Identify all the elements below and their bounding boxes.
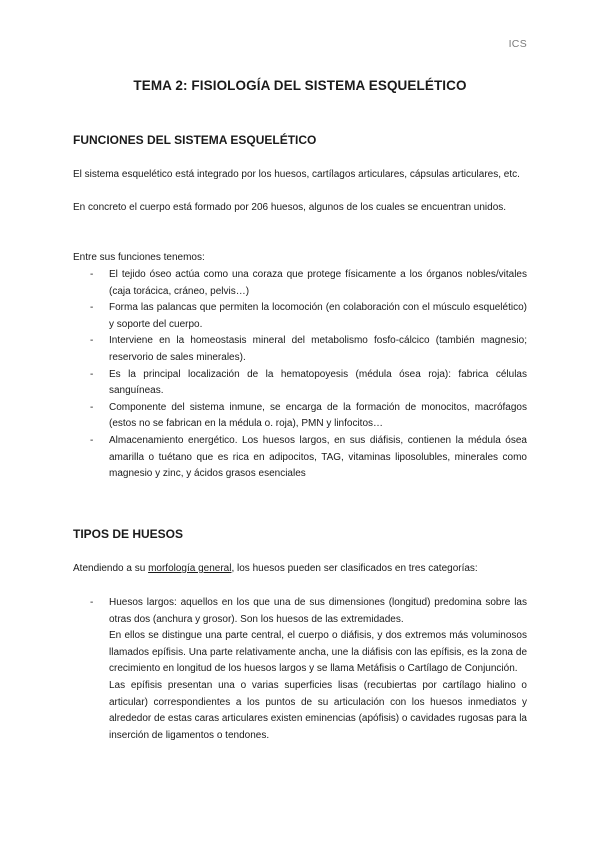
tipos-intro-end: , los huesos pueden ser clasificados en tres categorías: [231, 563, 478, 574]
list-item [73, 595, 527, 744]
tipos-intro-start: Atendiendo a su [73, 563, 149, 574]
list-item-text: El tejido óseo actúa como una coraza que protege físicamente a los órganos nobles/vitales (caja torácica, cráneo, pelvis…) [109, 269, 527, 297]
list-item [73, 267, 527, 300]
list-item-text: Forma las palancas que permiten la locomoción (en colaboración con el músculo esquelético) y soporte del cuerpo. [109, 302, 527, 330]
huesos-largos-epifisis: Las epífisis presentan una o varias superficies lisas (recubiertas por cartílago hialino o articular) correspondientes a los puntos de su articulación con los huesos inmediatos y alrededor de estas caras articulares existen eminencias (apófisis) o cavidades rugosas para la inserción de ligamentos o tendones. [109, 679, 527, 741]
dash-marker: - [90, 302, 94, 314]
page-title: TEMA 2: FISIOLOGÍA DEL SISTEMA ESQUELÉTICO [133, 78, 467, 93]
dash-marker: - [90, 434, 94, 446]
dash-marker: - [90, 335, 94, 347]
list-item [73, 433, 527, 483]
tipos-intro-underlined: morfología general [148, 563, 232, 574]
huesos-largos-parts: En ellos se distingue una parte central, el cuerpo o diáfisis, y dos extremos más voluminosos llamados epífisis. Una parte relativamente ancha, une la diáfisis con las epífisis, es la zona de crecimiento en longitud de los huesos largos y se llama Metáfisis o Cartílago de Conjunción. [109, 630, 527, 675]
section-heading-tipos: TIPOS DE HUESOS [73, 527, 184, 541]
functions-list [73, 267, 527, 483]
list-item-text: Interviene en la homeostasis mineral del metabolismo fosfo-cálcico (también magnesio; reservorio de sales minerales). [109, 335, 527, 363]
list-item [73, 300, 527, 333]
tipos-intro [73, 561, 527, 578]
paragraph-intro: El sistema esquelético está integrado por los huesos, cartílagos articulares, cápsulas articulares, etc. [73, 169, 520, 180]
list-item-text: Almacenamiento energético. Los huesos largos, en sus diáfisis, contienen la médula ósea amarilla o tuétano que es rica en adipocitos, TAG, vitaminas liposolubles, minerales como magnesio y zinc, y ácidos grasos esenciales [109, 434, 527, 480]
dash-marker: - [90, 401, 94, 413]
list-item-text: Es la principal localización de la hematopoyesis (médula ósea roja): fabrica células sanguíneas. [109, 368, 527, 397]
list-item [73, 400, 527, 433]
tipos-list [73, 595, 527, 744]
list-item-text: Componente del sistema inmune, se encarga de la formación de monocitos, macrófagos (estos no se fabrican en la médula o. roja), PMN y linfocitos… [109, 401, 527, 430]
dash-marker: - [90, 597, 94, 608]
dash-marker: - [90, 269, 94, 280]
list-item [73, 333, 527, 366]
section-heading-funciones: FUNCIONES DEL SISTEMA ESQUELÉTICO [73, 133, 317, 147]
huesos-largos-definition: Huesos largos: aquellos en los que una de sus dimensiones (longitud) predomina sobre las otras dos (anchura y grosor). Son los huesos de las extremidades. [109, 597, 527, 625]
paragraph-bone-count: En concreto el cuerpo está formado por 206 huesos, algunos de los cuales se encuentran unidos. [73, 202, 507, 213]
header-tag: ICS [508, 38, 527, 50]
functions-intro: Entre sus funciones tenemos: [73, 252, 205, 263]
list-item [73, 367, 527, 400]
dash-marker: - [90, 368, 94, 380]
